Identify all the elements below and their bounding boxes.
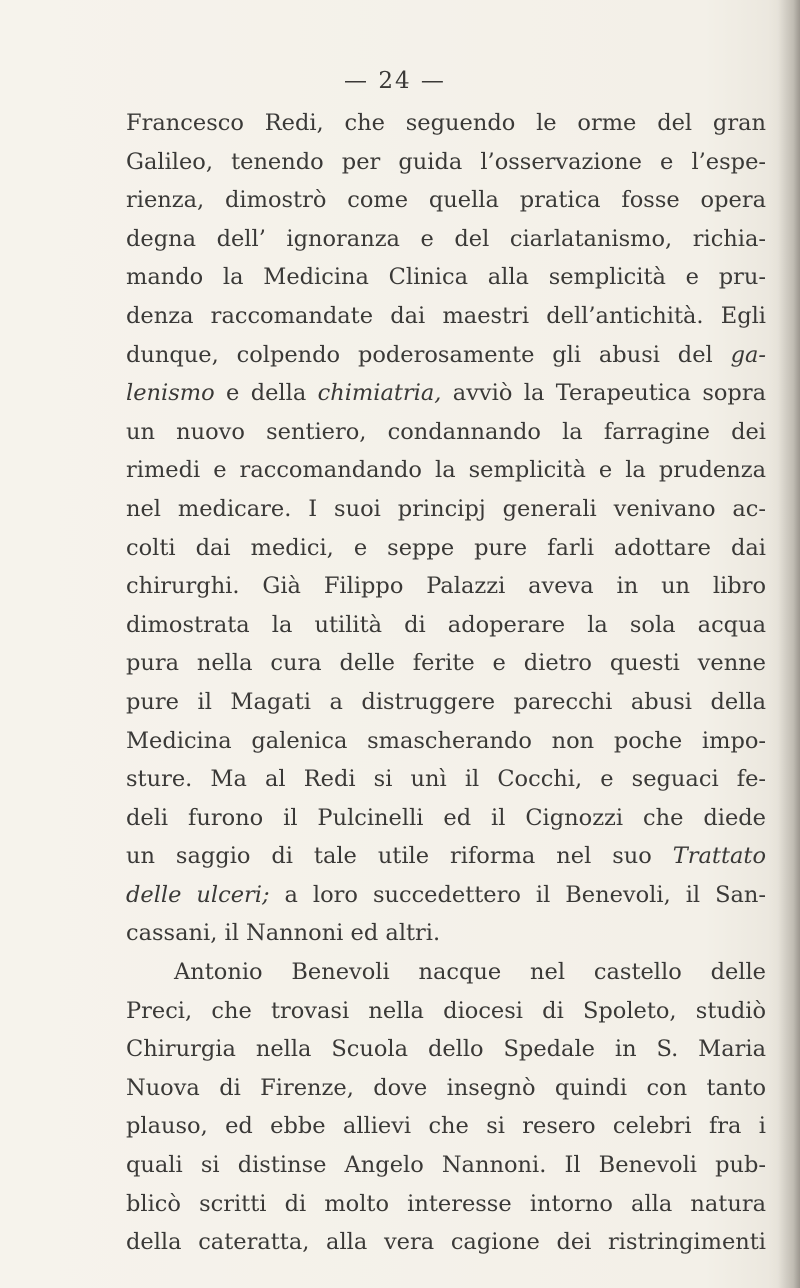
text-line [126, 799, 766, 838]
text-line [126, 1223, 766, 1262]
text-segment: ga- [730, 341, 766, 368]
text-segment: della cateratta, alla vera cagione dei ristringimenti [126, 1229, 766, 1256]
text-segment: degna dell’ ignoranza e del ciarlatanismo, richia- [126, 225, 766, 252]
text-segment: chimiatria, [317, 380, 442, 407]
text-segment: pura nella cura delle ferite e dietro questi venne [126, 650, 766, 677]
text-line [126, 953, 766, 992]
text-segment: colti dai medici, e seppe pure farli adottare dai [126, 534, 766, 561]
text-segment: avviò la Terapeutica sopra [441, 380, 766, 407]
text-segment: denza raccomandate dai maestri dell’antichità. Egli [126, 302, 766, 329]
text-line [126, 876, 766, 915]
text-segment: lenismo [126, 380, 215, 407]
text-segment: Galileo, tenendo per guida l’osservazione e l’espe- [126, 148, 766, 175]
text-line [126, 413, 766, 452]
text-segment: blicò scritti di molto interesse intorno alla natura [126, 1190, 766, 1217]
text-segment: pure il Magati a distruggere parecchi abusi della [126, 688, 766, 715]
text-line [126, 143, 766, 182]
text-segment: a loro succedettero il Benevoli, il San- [269, 881, 766, 908]
text-segment: Chirurgia nella Scuola dello Spedale in S. Maria [126, 1036, 766, 1063]
text-line [126, 258, 766, 297]
text-line [126, 451, 766, 490]
text-segment: nel medicare. I suoi principj generali venivano ac- [126, 495, 766, 522]
text-line [126, 297, 766, 336]
text-segment: deli furono il Pulcinelli ed il Cignozzi che diede [126, 804, 766, 831]
page-edge-shadow [778, 0, 800, 1288]
text-segment: rimedi e raccomandando la semplicità e la prudenza [126, 457, 766, 484]
text-line [126, 914, 766, 953]
text-line [126, 683, 766, 722]
page-number-header: — 24 — [344, 68, 446, 94]
text-segment: dunque, colpendo poderosamente gli abusi del [126, 341, 731, 368]
text-line [126, 529, 766, 568]
text-segment: Preci, che trovasi nella diocesi di Spoleto, studiò [126, 997, 766, 1024]
text-line [126, 1185, 766, 1224]
text-line [126, 181, 766, 220]
text-segment: plauso, ed ebbe allievi che si resero celebri fra i [126, 1113, 766, 1140]
text-line [126, 837, 766, 876]
text-line [126, 1030, 766, 1069]
text-line [126, 760, 766, 799]
text-line [126, 220, 766, 259]
text-line [126, 104, 766, 143]
text-line [126, 992, 766, 1031]
text-segment: mando la Medicina Clinica alla semplicità e pru- [126, 264, 766, 291]
text-segment: dimostrata la utilità di adoperare la sola acqua [126, 611, 766, 638]
text-segment: sture. Ma al Redi si unì il Cocchi, e seguaci fe- [126, 766, 766, 793]
text-segment: chirurghi. Già Filippo Palazzi aveva in un libro [126, 573, 766, 600]
text-line [126, 1146, 766, 1185]
text-segment: quali si distinse Angelo Nannoni. Il Benevoli pub- [126, 1152, 766, 1179]
text-segment: Medicina galenica smascherando non poche impo- [126, 727, 766, 754]
text-line [126, 644, 766, 683]
text-segment: e della [214, 380, 318, 407]
text-segment: Nuova di Firenze, dove insegnò quindi con tanto [126, 1074, 766, 1101]
text-segment: un saggio di tale utile riforma nel suo [126, 843, 673, 870]
text-segment: Trattato [672, 843, 766, 870]
text-segment: rienza, dimostrò come quella pratica fosse opera [126, 187, 766, 214]
text-line [126, 374, 766, 413]
text-segment: Francesco Redi, che seguendo le orme del gran [126, 110, 766, 136]
text-line [126, 336, 766, 375]
text-line [126, 606, 766, 645]
text-line [126, 722, 766, 761]
text-line [126, 490, 766, 529]
text-line [126, 1107, 766, 1146]
text-segment: Antonio Benevoli nacque nel castello delle [174, 959, 766, 986]
text-segment: un nuovo sentiero, condannando la farragine dei [126, 418, 766, 445]
text-segment: cassani, il Nannoni ed altri. [126, 920, 441, 947]
text-line [126, 567, 766, 606]
body-text [126, 104, 766, 1262]
text-line [126, 1069, 766, 1108]
text-segment: delle ulceri; [126, 881, 270, 908]
